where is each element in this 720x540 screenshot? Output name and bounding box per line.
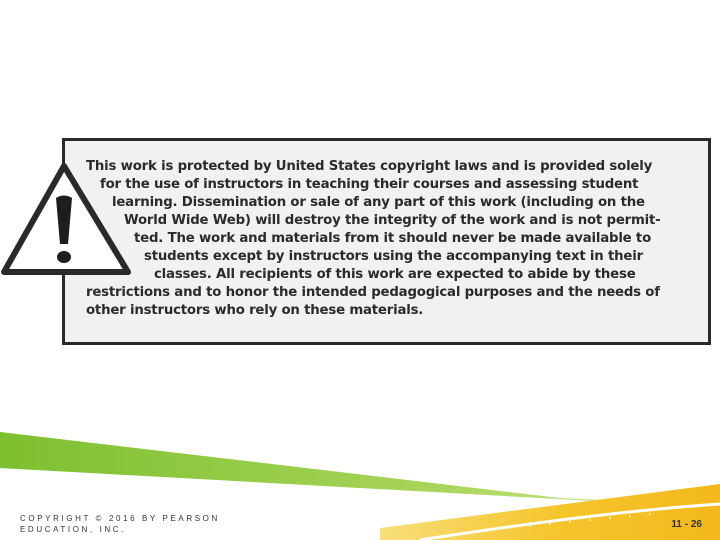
notice-line: This work is protected by United States copyright laws and is provided solely [86,159,653,174]
page-number: 11 - 26 [671,519,702,530]
copyright-footer [20,513,240,535]
copyright-notice-text [86,158,684,320]
notice-line: other instructors who rely on these materials. [86,303,424,318]
notice-line: ted. The work and materials from it should never be made available to [134,231,652,246]
notice-line: for the use of instructors in teaching their courses and assessing student [100,177,639,192]
notice-line: World Wide Web) will destroy the integrity of the work and is not permit- [124,213,661,228]
copyright-line: EDUCATION, INC. [20,525,126,534]
notice-line: learning. Dissemination or sale of any part of this work (including on the [112,195,645,210]
notice-line: students except by instructors using the accompanying text in their [144,249,643,264]
notice-line: classes. All recipients of this work are expected to abide by these [154,267,636,282]
copyright-line: COPYRIGHT © 2016 BY PEARSON [20,514,220,523]
notice-line: restrictions and to honor the intended pedagogical purposes and the needs of [86,285,660,300]
